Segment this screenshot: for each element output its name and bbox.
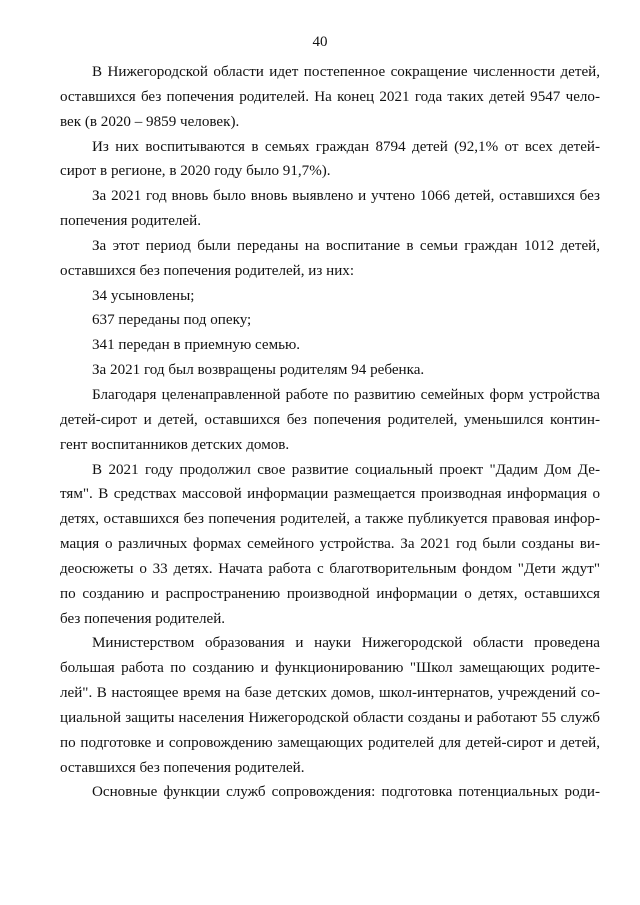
text-line: попечения родителей. [60, 213, 201, 230]
text-line: по подготовке и сопровождению замещающих родителей для детей-сирот и детей, [60, 734, 600, 751]
text-line: большая работа по созданию и функционированию "Школ замещающих родите- [60, 660, 600, 677]
text-line: Основные функции служб сопровождения: подготовка потенциальных роди- [92, 784, 600, 801]
text-line: В Нижегородской области идет постепенное сокращение численности детей, [92, 64, 600, 80]
text-line: В 2021 году продолжил свое развитие социальный проект "Дадим Дом Де- [92, 461, 600, 478]
text-line: За 2021 год был возвращены родителям 94 ребенка. [92, 362, 425, 379]
text-line: Министерством образования и науки Нижегородской области проведена [92, 635, 600, 652]
text-line: Благодаря целенаправленной работе по развитию семейных форм устройства [92, 386, 600, 403]
text-line: Из них воспитываются в семьях граждан 8794 детей (92,1% от всех детей- [92, 138, 600, 155]
text-line: 34 усыновлены; [92, 287, 195, 304]
text-line: оставшихся без попечения родителей, из них: [60, 262, 355, 279]
text-line: 637 переданы под опеку; [92, 312, 252, 329]
text-line: За этот период были переданы на воспитание в семьи граждан 1012 детей, [92, 237, 600, 254]
text-line: сирот в регионе, в 2020 году было 91,7%). [60, 163, 331, 180]
body-text [60, 60, 600, 805]
text-line: без попечения родителей. [60, 610, 226, 627]
text-line: век (в 2020 – 9859 человек). [60, 113, 240, 130]
text-line: 341 передан в приемную семью. [92, 337, 301, 354]
text-line: лей". В настоящее время на базе детских домов, школ-интернатов, учреждений со- [60, 685, 600, 702]
page-number: 40 [312, 34, 328, 50]
text-line: оставшихся без попечения родителей. На конец 2021 года таких детей 9547 чело- [60, 88, 600, 105]
text-line: деосюжеты о 33 детях. Начата работа с благотворительным фондом "Дети ждут" [60, 560, 600, 577]
text-line: детях, оставшихся без попечения родителей, а также публикуется правовая инфор- [60, 511, 600, 528]
text-line: по созданию и распространению производной информации о детях, оставшихся [60, 585, 600, 602]
text-line: детей-сирот и детей, оставшихся без попечения родителей, уменьшился контин- [60, 411, 600, 428]
text-line: циальной защиты населения Нижегородской области созданы и работают 55 служб [60, 709, 600, 726]
text-line: За 2021 год вновь было вновь выявлено и учтено 1066 детей, оставшихся без [92, 188, 600, 205]
text-line: гент воспитанников детских домов. [60, 436, 290, 453]
text-line: тям". В средствах массовой информации размещается производная информация о [60, 486, 600, 503]
text-line: мация о различных формах семейного устройства. За 2021 год были созданы ви- [60, 536, 600, 553]
text-line: оставшихся без попечения родителей. [60, 759, 305, 776]
